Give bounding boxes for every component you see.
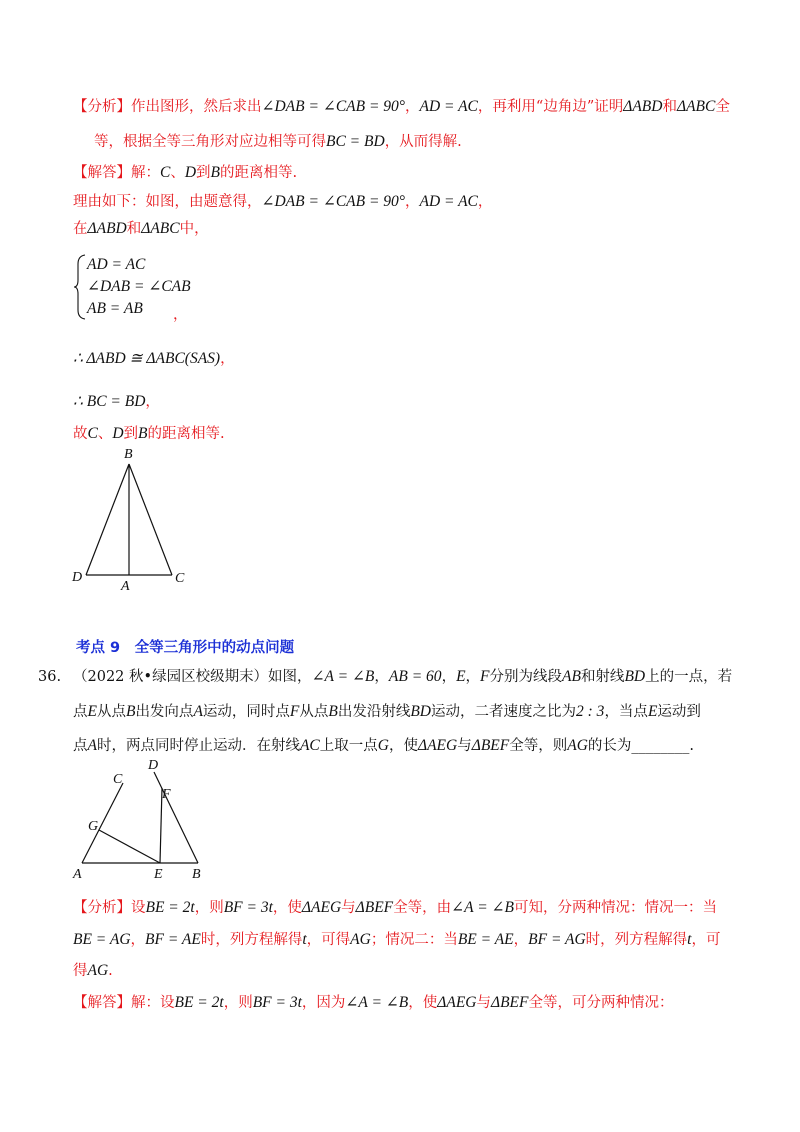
math: ΔAEG: [437, 994, 477, 1011]
math: AB = 60: [388, 668, 442, 685]
text: 的距离相等.: [220, 165, 298, 181]
text: ，: [405, 99, 420, 115]
label-g: G: [88, 819, 99, 834]
math: ∠A = ∠B: [311, 668, 375, 685]
text: 、: [97, 426, 113, 442]
text: 在: [73, 221, 88, 237]
math: B: [125, 703, 136, 720]
math: BC = BD: [326, 133, 385, 150]
problem-36-number: 36.: [38, 669, 62, 685]
text: ，: [405, 194, 420, 210]
math: B: [328, 703, 338, 720]
math: ΔABD: [87, 220, 127, 237]
math: BE = 2t: [174, 994, 224, 1011]
math: BD: [624, 668, 646, 685]
analysis-tag: 【分析】: [73, 900, 131, 916]
math: AB: [562, 668, 581, 685]
text: 故: [73, 426, 88, 442]
math: BE = AG: [73, 931, 131, 948]
text: ，: [513, 932, 529, 948]
math: BF = AG: [528, 931, 586, 948]
conclusion-2: [73, 392, 160, 412]
text: 点: [73, 738, 88, 754]
label-c: C: [113, 772, 123, 787]
label-b: B: [192, 867, 201, 880]
math: ∠A = ∠B: [345, 994, 409, 1011]
text: ，: [220, 351, 235, 367]
reason-line: [73, 192, 492, 212]
math: E: [647, 703, 658, 720]
text: 全等，则: [509, 738, 568, 754]
math: AC: [299, 737, 320, 754]
text: 设: [131, 900, 146, 916]
text: （2022 秋•绿园区校级期末）如图，: [73, 669, 312, 685]
text: ，: [173, 307, 188, 323]
text: ，: [374, 669, 389, 685]
text: 的长为: [587, 738, 632, 754]
text: ，: [130, 932, 146, 948]
text: 和: [662, 99, 677, 115]
text: ，使: [272, 900, 302, 916]
text: ，当点: [604, 704, 648, 720]
math: ΔABC: [141, 220, 180, 237]
text: 解：: [131, 165, 160, 181]
text: ；情况二：当: [370, 932, 458, 948]
math: t: [302, 931, 307, 948]
answer-1-line: [73, 163, 297, 183]
text: ，则: [194, 900, 224, 916]
text: 时，列方程解得: [200, 932, 303, 948]
text: ，可得: [306, 932, 351, 948]
label-c: C: [175, 571, 185, 586]
text: 全等，由: [393, 900, 452, 916]
section-title: 考点 9 全等三角形中的动点问题: [76, 640, 295, 656]
math: AD = AC: [419, 193, 478, 210]
text: 的距离相等.: [147, 426, 225, 442]
math: ∠A = ∠B: [451, 899, 514, 916]
math: 2 : 3: [576, 703, 605, 720]
text: 时，两点同时停止运动．在射线: [96, 738, 300, 754]
text: ，使: [388, 738, 418, 754]
text: 作出图形，然后求出: [131, 99, 262, 115]
segment-bc: [129, 464, 172, 575]
math: t: [687, 931, 692, 948]
answer-tag: 【解答】: [73, 995, 131, 1011]
math: G: [377, 737, 389, 754]
final-1-line: [73, 424, 225, 444]
label-e: E: [154, 867, 163, 880]
problem-36-line-2: [73, 702, 701, 722]
math: AG: [350, 931, 371, 948]
math: A: [87, 737, 97, 754]
analysis-2-line-2: [73, 930, 720, 950]
text: ，从而得解.: [384, 134, 462, 150]
math: BF = 3t: [223, 899, 273, 916]
text: ，可: [691, 932, 721, 948]
text: 可知，分两种情况：情况一：当: [514, 900, 717, 916]
system-row-1: [87, 255, 145, 275]
math: ∠DAB = ∠CAB: [87, 278, 191, 295]
label-d: D: [72, 570, 83, 585]
text: 从点: [96, 704, 126, 720]
math: D: [112, 425, 124, 442]
text: ，: [465, 669, 481, 685]
text: 解：设: [131, 995, 175, 1011]
figure-1-triangle: [66, 444, 196, 594]
math: E: [456, 668, 466, 685]
math: ΔAEG: [417, 737, 458, 754]
system-comma: [173, 305, 188, 325]
text: 运动到: [657, 704, 701, 720]
answer-2-line: [73, 993, 674, 1013]
math: B: [210, 164, 221, 181]
text: ，则: [223, 995, 253, 1011]
text: 等，根据全等三角形对应边相等可得: [94, 134, 326, 150]
math: B: [138, 425, 148, 442]
math: BD: [410, 703, 432, 720]
label-b: B: [124, 447, 133, 462]
analysis-tag: 【分析】: [73, 99, 131, 115]
math: ∠DAB = ∠CAB = 90°: [261, 98, 405, 115]
math: AD = AC: [87, 256, 146, 273]
math: AB = AB: [87, 300, 143, 317]
math: F: [480, 668, 490, 685]
system-row-2: [87, 277, 191, 297]
figure-2-diagram: [68, 755, 213, 880]
analysis-2-line-1: [73, 898, 717, 918]
label-d: D: [148, 758, 159, 773]
text: ，使: [408, 995, 438, 1011]
math: ΔBEF: [355, 899, 394, 916]
text: ，因为: [301, 995, 346, 1011]
text: .: [108, 963, 113, 979]
math: E: [87, 703, 97, 720]
label-a: A: [73, 867, 82, 880]
text: 与: [457, 738, 472, 754]
text: 、: [170, 165, 185, 181]
text: 出发沿射线: [337, 704, 411, 720]
text: .: [689, 738, 695, 754]
analysis-2-line-3: [73, 961, 113, 981]
math: ∴ ΔABD ≅ ΔABC(SAS): [73, 350, 221, 367]
text: 得: [73, 963, 88, 979]
analysis-1-line-2: [94, 132, 462, 152]
math: AG: [567, 737, 588, 754]
math: ∠DAB = ∠CAB = 90°: [261, 193, 405, 210]
conclusion-1: [73, 349, 235, 369]
math: A: [193, 703, 203, 720]
math: BE = AE: [457, 931, 514, 948]
text: 全: [715, 99, 730, 115]
problem-36-line-1: [73, 667, 732, 687]
math: BF = 3t: [252, 994, 302, 1011]
text: 上取一点: [319, 738, 378, 754]
text: 全等，可分两种情况：: [528, 995, 674, 1011]
text: 从点: [299, 704, 329, 720]
text: ，: [145, 394, 160, 410]
math: ∴ BC = BD: [73, 393, 146, 410]
segment-ge: [99, 830, 160, 863]
segment-bd: [86, 464, 129, 575]
text: 与: [341, 900, 356, 916]
math: ΔABC: [676, 98, 716, 115]
math: BE = 2t: [145, 899, 195, 916]
text: 上的一点，若: [645, 669, 733, 685]
text: 理由如下：如图，由题意得，: [73, 194, 262, 210]
math: ΔBEF: [471, 737, 510, 754]
text: 和射线: [580, 669, 625, 685]
label-f: F: [162, 787, 171, 802]
text: ，: [477, 194, 493, 210]
math: AD = AC: [419, 98, 478, 115]
math: F: [289, 703, 300, 720]
math: C: [87, 425, 98, 442]
problem-36-line-3: [73, 736, 694, 756]
text: 运动，二者速度之比为: [431, 704, 577, 720]
text: 和: [126, 221, 142, 237]
answer-blank[interactable]: ________: [631, 738, 690, 754]
text: 分别为线段: [489, 669, 562, 685]
analysis-1-line-1: [73, 97, 730, 117]
text: 中，: [179, 221, 209, 237]
label-a: A: [121, 579, 130, 594]
math: AG: [87, 962, 109, 979]
text: 到: [196, 165, 211, 181]
in-triangles-line: [73, 219, 209, 239]
text: 出发向点: [135, 704, 194, 720]
math: BF = AE: [145, 931, 201, 948]
math: ΔABD: [623, 98, 663, 115]
text: 运动，同时点: [202, 704, 290, 720]
system-row-3: [87, 299, 143, 319]
text: 与: [476, 995, 491, 1011]
text: 时，列方程解得: [585, 932, 688, 948]
text: ，再利用“边角边”证明: [477, 99, 624, 115]
left-brace-icon: [73, 254, 87, 320]
math: ΔAEG: [301, 899, 342, 916]
answer-tag: 【解答】: [73, 165, 131, 181]
math: D: [184, 164, 197, 181]
text: ，: [441, 669, 457, 685]
text: 点: [73, 704, 88, 720]
math: ΔBEF: [490, 994, 529, 1011]
math: C: [160, 164, 171, 181]
text: 到: [123, 426, 139, 442]
